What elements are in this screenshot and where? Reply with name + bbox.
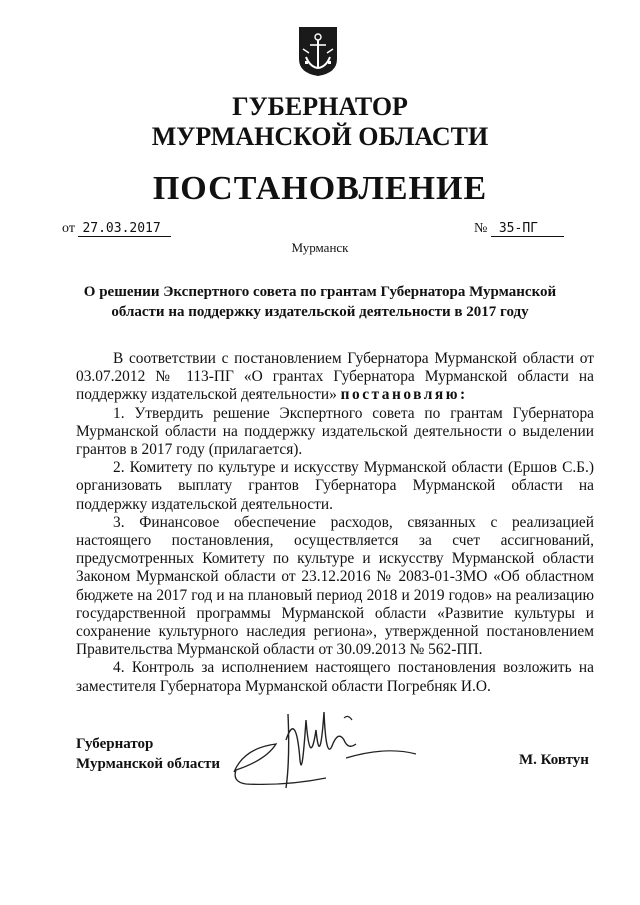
signatory-position [76,734,220,774]
document-number-row [474,221,564,237]
document-body [76,350,594,696]
number-prefix: № [474,221,488,236]
document-number: 35-ПГ [491,221,564,237]
coat-of-arms-icon [297,25,339,77]
intro-verb: постановляю: [340,386,468,404]
position-line-2: Мурманской области [76,756,221,772]
item-3: 3. Финансовое обеспечение расходов, связанных с реализацией настоящего постановления, осуществляется за счет ассигнований, предусмотренных Комитету по культуре и искусству Мурманской области Законом Мурманской области от 23.12.2016 № 2083-01-ЗМО «Об областном бюджете на 2017 год и на плановый период 2018 и 2019 годов» на реализацию государственной программы Мурманской области «Развитие культуры и сохранение культурного наследия региона», утвержденной постановлением Правительства Мурманской области от 30.09.2013 № 562-ПП. [76,513,594,659]
authority-region: МУРМАНСКОЙ ОБЛАСТИ [151,122,489,151]
authority-title: ГУБЕРНАТОР [232,92,408,121]
date-prefix: от [62,221,75,236]
document-subject: О решении Экспертного совета по грантам Губернатора Мурманской области на поддержку издательской деятельности в 2017 году [83,284,557,320]
signatory-name: М. Ковтун [519,752,589,768]
document-date-row [62,221,171,237]
intro-paragraph [76,350,594,405]
position-line-1: Губернатор [76,736,154,752]
item-2: 2. Комитету по культуре и искусству Мурманской области (Ершов С.Б.) организовать выплату грантов Губернатора Мурманской области на поддержку издательской деятельности. [76,459,594,513]
intro-text: В соответствии с постановлением Губернатора Мурманской области от 03.07.2012 № 113-ПГ «О грантах Губернатора Мурманской области на поддержку издательской деятельности» [76,350,594,404]
item-1: 1. Утвердить решение Экспертного совета по грантам Губернатора Мурманской области на поддержку издательской деятельности о выделении грантов в 2017 году (прилагается). [76,404,594,459]
handwritten-signature [226,700,506,800]
item-4: 4. Контроль за исполнением настоящего постановления возложить на заместителя Губернатора Мурманской области Погребняк И.О. [76,659,594,695]
document-date: 27.03.2017 [78,221,170,237]
document-city: Мурманск [291,240,349,255]
document-type: ПОСТАНОВЛЕНИЕ [152,170,488,207]
